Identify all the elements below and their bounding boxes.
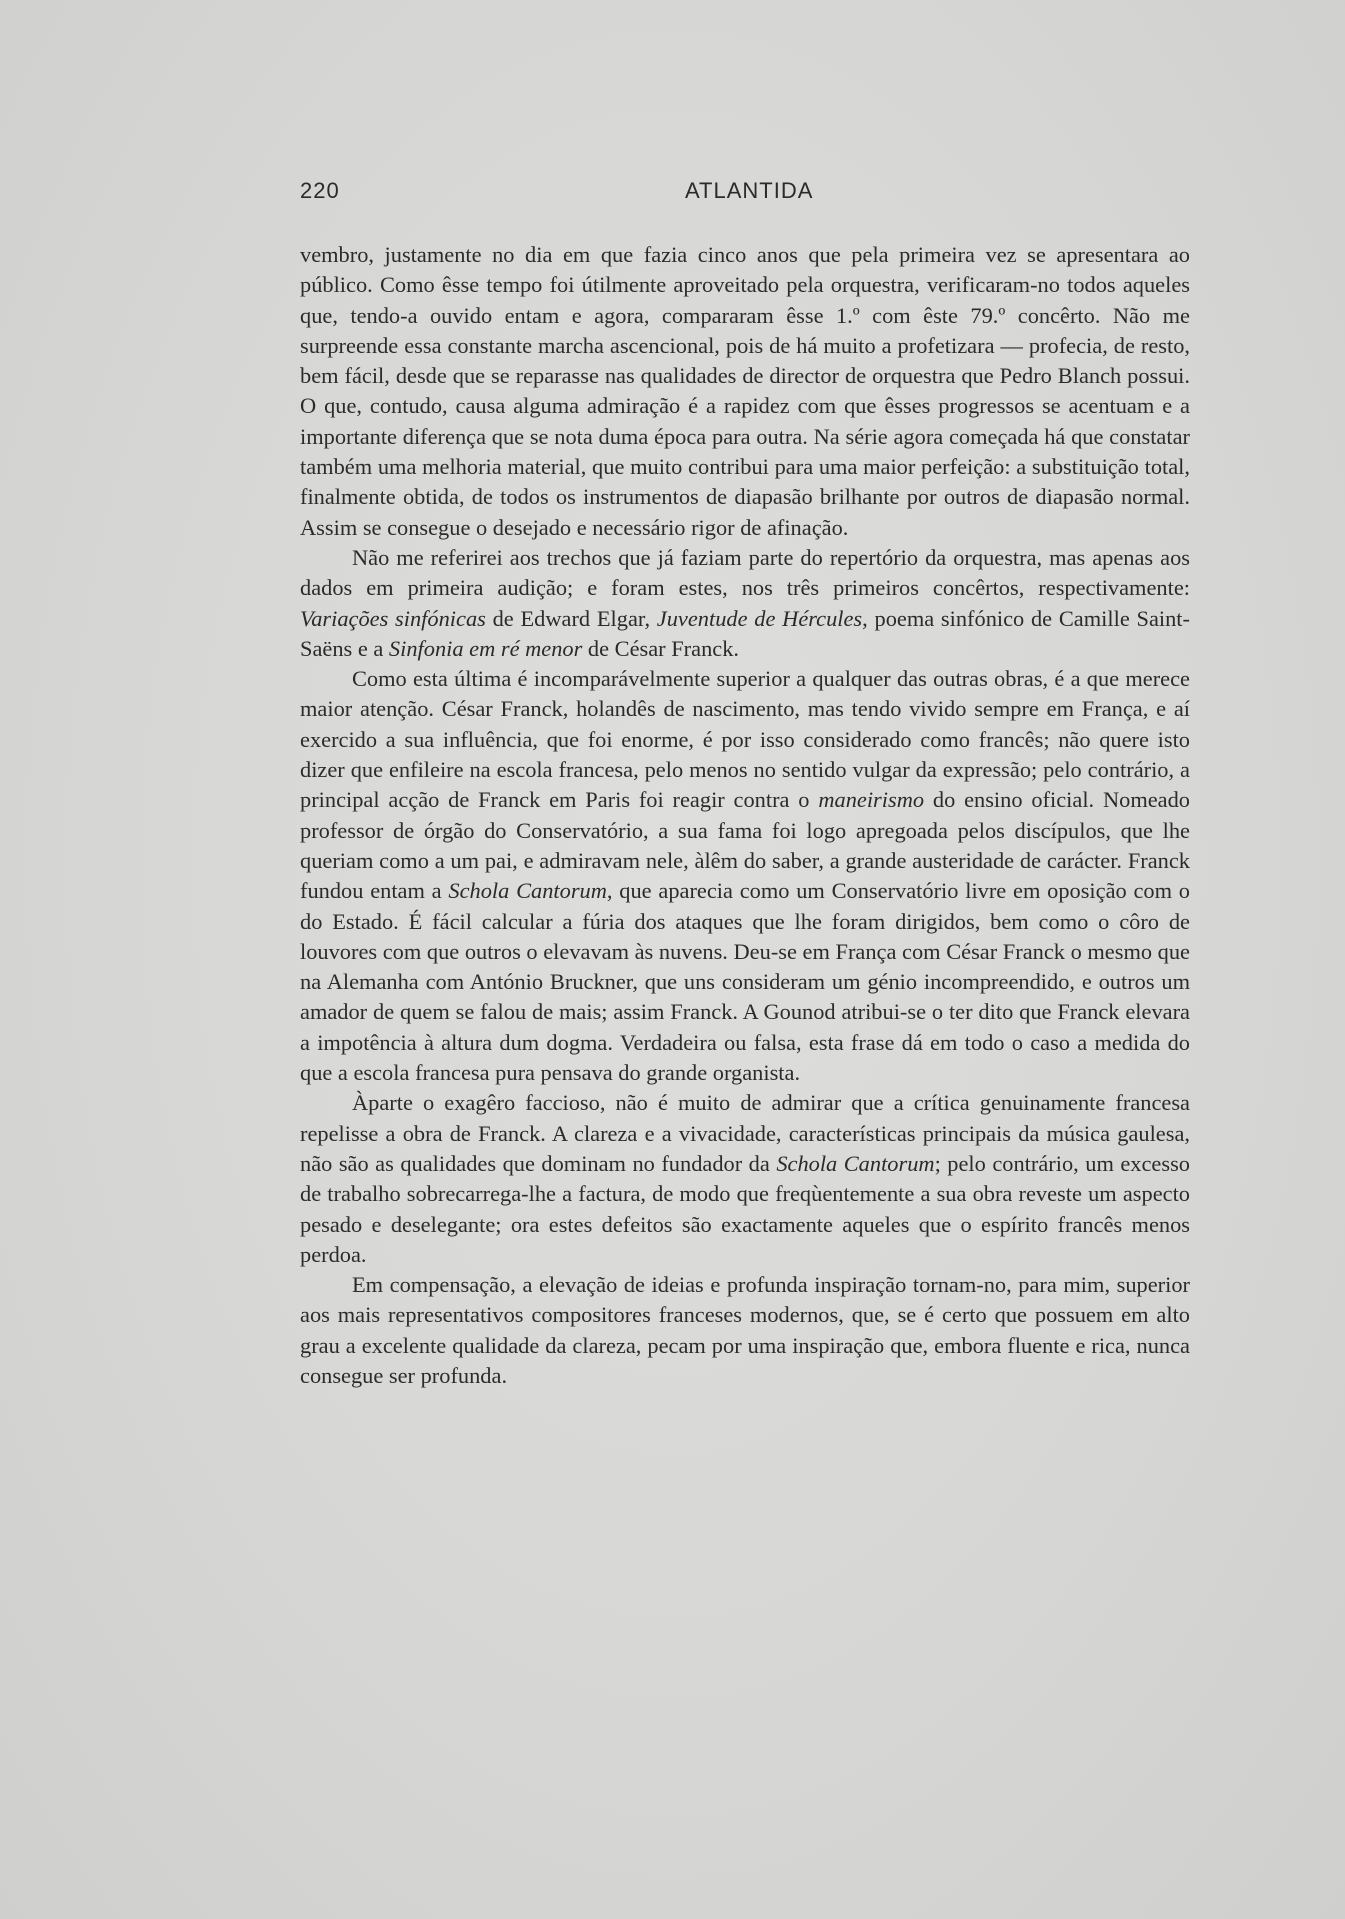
text-segment: , que aparecia como um Conservatório livre em oposição com o do Estado. É fácil calcular a fúria dos ataques que lhe foram dirigidos, bem como o côro de louvores com que outros o elevavam às nuvens. Deu-se em França com César Franck o mesmo que na Alemanha com António Bruckner, que uns consideram um génio incompreendido, e outros um amador de quem se falou de mais; assim Franck. A Gounod atribui-se o ter dito que Franck elevara a impotência à altura dum dogma. Verdadeira ou falsa, esta frase dá em todo o caso a medida do que a escola francesa pura pensava do grande organista. (300, 878, 1191, 1086)
body-text (300, 240, 1190, 1391)
italic-title: Juventude de Hércules (656, 605, 863, 631)
text-segment: Não me referirei aos trechos que já faziam parte do repertório da orquestra, mas apenas aos dados em primeira audição; e foram estes, nos três primeiros concêrtos, respectivamente: (300, 544, 1190, 601)
paragraph-2 (300, 543, 1190, 664)
text-segment: de Edward Elgar, (485, 605, 657, 631)
running-title: ATLANTIDA (685, 178, 814, 203)
text-segment: de César Franck. (582, 635, 740, 661)
italic-title: Variações sinfónicas (300, 605, 486, 631)
text-segment: , poema sinfónico de Camille Saint-Saëns e a (300, 605, 1190, 661)
italic-title: Schola Cantorum (448, 878, 607, 904)
text-segment: Àparte o exagêro faccioso, não é muito de admirar que a crítica genuinamente francesa repelisse a obra de Franck. A clareza e a vivacidade, características principais da música gaulesa, não são as qualidades que dominam no fundador da (300, 1090, 1190, 1176)
text-segment: Em compensação, a elevação de ideias e profunda inspiração tornam-no, para mim, superior aos mais representativos compositores franceses modernos, que, se é certo que possuem em alto grau a excelente qualidade da clareza, pecam por uma inspiração que, embora fluente e rica, nunca consegue ser profunda. (300, 1272, 1190, 1388)
text-segment: Como esta última é incomparávelmente superior a qualquer das outras obras, é a que merece maior atenção. César Franck, holandês de nascimento, mas tendo vivido sempre em França, e aí exercido a sua influência, que foi enorme, é por isso considerado como francês; não quere isto dizer que enfileire na escola francesa, pelo menos no sentido vulgar da expressão; pelo contrário, a principal acção de Franck em Paris foi reagir contra o (300, 666, 1190, 813)
italic-title: Sinfonia em ré menor (388, 635, 583, 661)
italic-term: maneirismo (818, 787, 925, 813)
paragraph-4 (300, 1088, 1190, 1270)
italic-title: Schola Cantorum (776, 1150, 935, 1176)
page-number: 220 (300, 178, 340, 203)
text-segment: do ensino oficial. Nomeado professor de órgão do Conservatório, a sua fama foi logo apregoada pelos discípulos, que lhe queriam como a um pai, e admiravam nele, àlêm do saber, a grande austeridade de carácter. Franck fundou entam a (300, 787, 1190, 904)
text-segment: ; pelo contrário, um excesso de trabalho sobrecarrega-lhe a factura, de modo que freqùentemente a sua obra reveste um aspecto pesado e deselegante; ora estes defeitos são exactamente aqueles que o espírito francês menos perdoa. (300, 1150, 1190, 1267)
page-header (300, 178, 1190, 214)
paragraph-5 (300, 1270, 1190, 1391)
text-segment: vembro, justamente no dia em que fazia cinco anos que pela primeira vez se apresentara ao público. Como êsse tempo foi útilmente aproveitado pela orquestra, verificaram-no todos aqueles que, tendo-a ouvido entam e agora, compararam êsse 1.º com êste 79.º concêrto. Não me surpreende essa constante marcha ascencional, pois de há muito a profetizara — profecia, de resto, bem fácil, desde que se reparasse nas qualidades de director de orquestra que Pedro Blanch possui. O que, contudo, causa alguma admiração é a rapidez com que êsses progressos se acentuam e a importante diferença que se nota duma época para outra. Na série agora começada há que constatar também uma melhoria material, que muito contribui para uma maior perfeição: a substituição total, finalmente obtida, de todos os instrumentos de diapasão brilhante por outros de diapasão normal. Assim se consegue o desejado e necessário rigor de afinação. (300, 242, 1190, 540)
paragraph-1 (300, 240, 1190, 543)
paragraph-3 (300, 664, 1190, 1088)
